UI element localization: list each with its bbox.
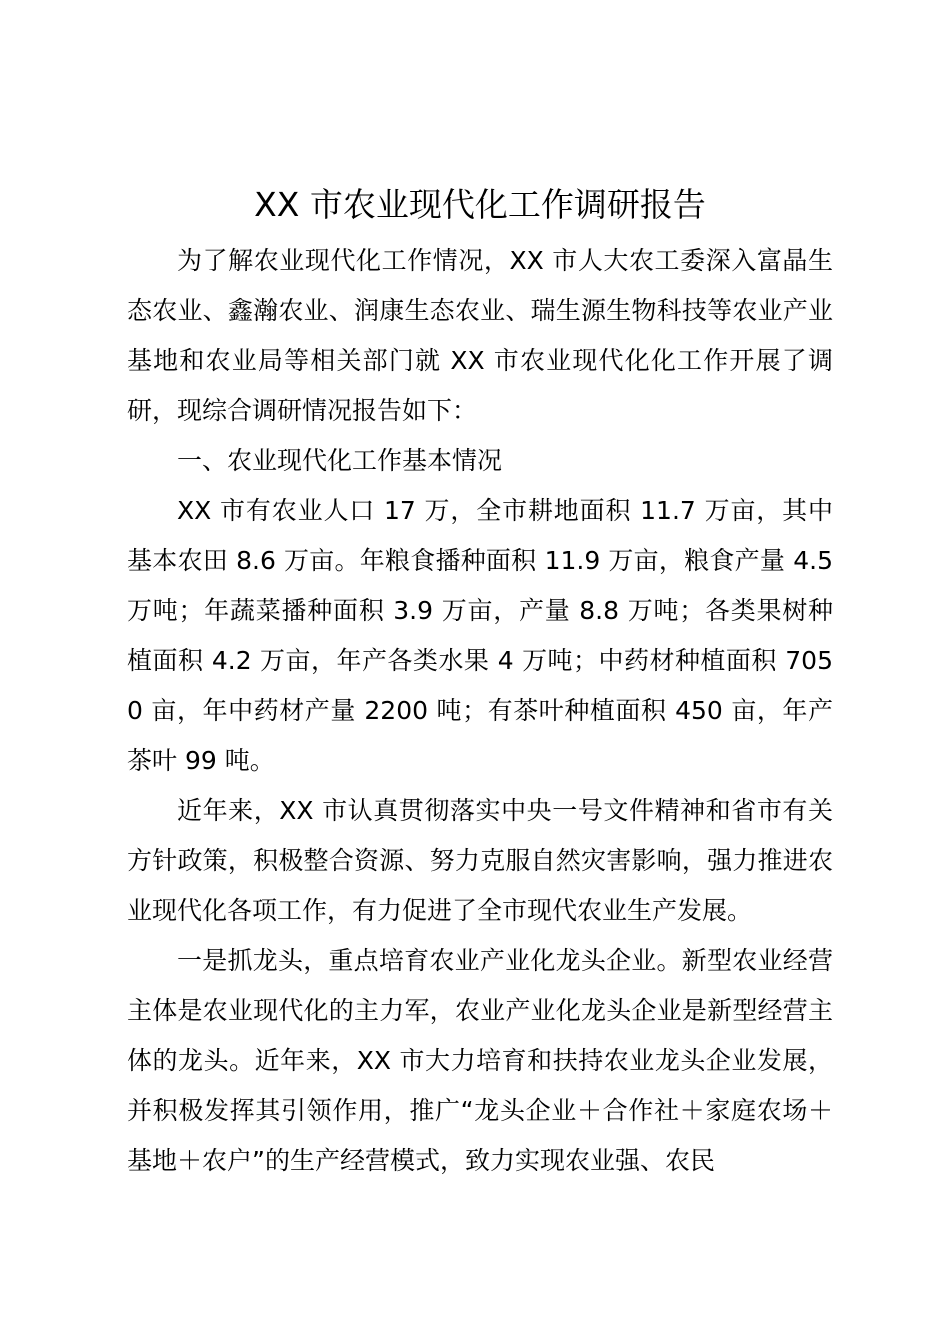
document-title: XX 市农业现代化工作调研报告 — [254, 185, 706, 224]
paragraph-basic-stats: XX 市有农业人口 17 万，全市耕地面积 11.7 万亩，其中基本农田 8.6 万亩。年粮食播种面积 11.9 万亩，粮食产量 4.5 万吨；年蔬菜播种面积 3.9 万亩，产量 8.8 万吨；各类果树种植面积 4.2 万亩，年产各类水果 4 万吨；中药材种植面积 7050 亩，年中药材产量 2200 吨；有茶叶种植面积 450 亩，年产茶叶 99 吨。 — [127, 496, 833, 775]
section-heading-1: 一、农业现代化工作基本情况 — [177, 446, 503, 475]
document-page — [127, 181, 833, 1186]
paragraph-intro: 为了解农业现代化工作情况，XX 市人大农工委深入富晶生态农业、鑫瀚农业、润康生态农业、瑞生源生物科技等农业产业基地和农业局等相关部门就 XX 市农业现代化化工作开展了调研，现综合调研情况报告如下： — [127, 246, 833, 425]
paragraph-recent-years: 近年来，XX 市认真贯彻落实中央一号文件精神和省市有关方针政策，积极整合资源、努力克服自然灾害影响，强力推进农业现代化各项工作，有力促进了全市现代农业生产发展。 — [127, 796, 833, 925]
paragraph-leading-enterprises: 一是抓龙头，重点培育农业产业化龙头企业。新型农业经营主体是农业现代化的主力军，农业产业化龙头企业是新型经营主体的龙头。近年来，XX 市大力培育和扶持农业龙头企业发展，并积极发挥其引领作用，推广“龙头企业＋合作社＋家庭农场＋基地＋农户”的生产经营模式，致力实现农业强、农民 — [127, 946, 833, 1175]
